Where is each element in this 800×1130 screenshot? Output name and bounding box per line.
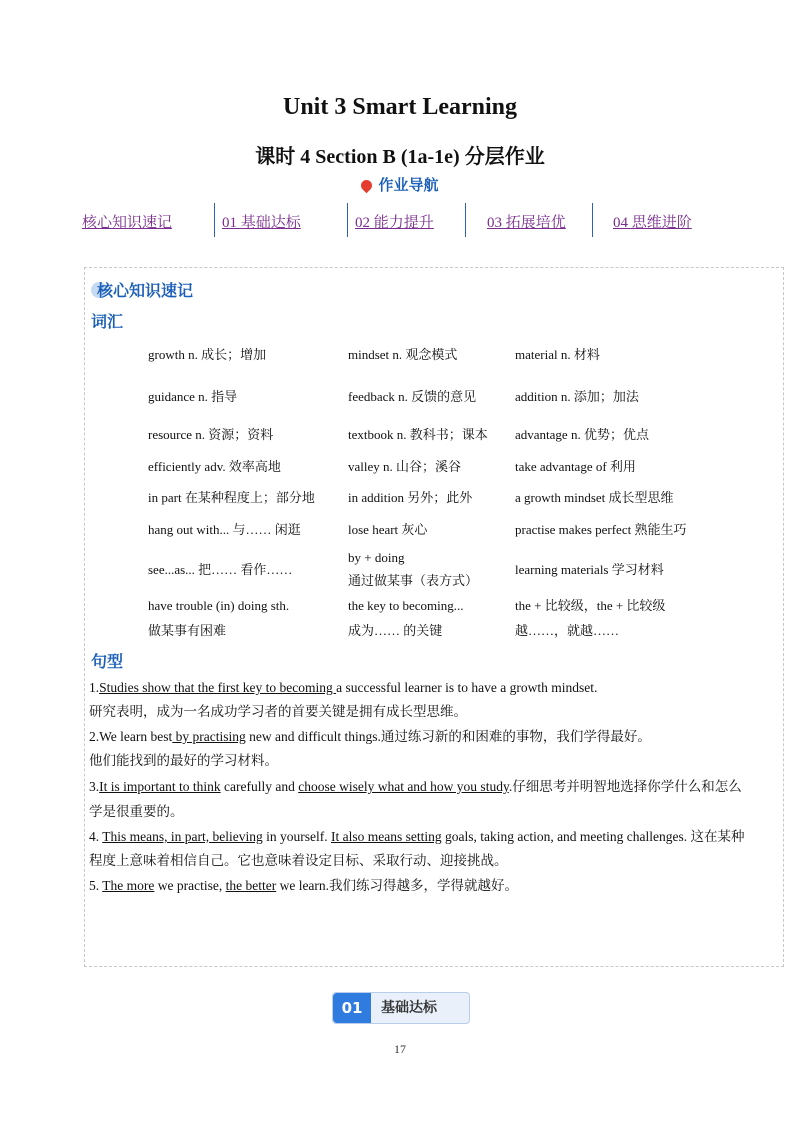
sentence-text: carefully and — [220, 779, 299, 794]
sentence-number: 1. — [89, 680, 100, 695]
core-knowledge-heading — [91, 278, 193, 301]
vocab-heading: 词汇 — [91, 312, 124, 331]
vocab-cell: the key to becoming... — [348, 598, 464, 613]
sentence-number: 3. — [89, 779, 100, 794]
underlined-phrase: choose wisely what and how you study — [298, 779, 509, 794]
vocab-cell-meaning: 成为…… 的关键 — [348, 623, 443, 638]
sentence-text: we practise, — [154, 878, 226, 893]
underlined-phrase: by practising — [172, 729, 246, 744]
page-number: 17 — [394, 1042, 406, 1056]
underlined-phrase: Studies show that the first key to becoming — [99, 680, 337, 695]
vocab-cell: textbook n. 教科书；课本 — [348, 427, 488, 442]
sentence-text: in yourself. — [262, 829, 331, 844]
sentence-2-translation: 他们能找到的最好的学习材料。 — [89, 753, 278, 768]
sentence-4 — [89, 828, 745, 846]
section-badge-basic — [332, 992, 470, 1024]
sentence-2 — [89, 728, 651, 746]
badge-number: 01 — [333, 993, 371, 1023]
vocab-cell: practise makes perfect 熟能生巧 — [515, 522, 687, 537]
vocab-cell: learning materials 学习材料 — [515, 562, 664, 577]
sentence-text: new and difficult things.通过练习新的和困难的事物，我们学得最好。 — [245, 729, 651, 744]
underlined-phrase: This means, in part, believing — [102, 829, 263, 844]
vocab-cell-meaning: 越……，就越…… — [515, 623, 620, 638]
unit-title: Unit 3 Smart Learning — [283, 94, 517, 120]
sentence-text: .仔细思考并明智地选择你学什么和怎么 — [508, 779, 742, 794]
underlined-phrase: It also means setting — [330, 829, 442, 844]
homework-nav-title — [0, 174, 800, 195]
vocab-cell: growth n. 成长；增加 — [148, 347, 267, 362]
nav-divider — [592, 203, 593, 237]
vocab-cell-meaning: 通过做某事（表方式） — [348, 573, 479, 588]
vocab-cell: addition n. 添加；加法 — [515, 389, 639, 404]
vocab-cell: mindset n. 观念模式 — [348, 347, 458, 362]
sentence-heading: 句型 — [91, 652, 124, 671]
sentence-text: a successful learner is to have a growth mindset. — [336, 680, 598, 695]
location-pin-icon — [359, 178, 375, 194]
nav-link-ability[interactable]: 02 能力提升 — [355, 215, 434, 231]
vocab-cell: resource n. 资源；资料 — [148, 427, 274, 442]
nav-link-extension[interactable]: 03 拓展培优 — [487, 215, 566, 231]
vocab-cell: lose heart 灰心 — [348, 522, 428, 537]
nav-link-core-knowledge[interactable]: 核心知识速记 — [82, 215, 173, 231]
vocab-cell-meaning: 做某事有困难 — [148, 623, 227, 638]
vocab-cell: in part 在某种程度上；部分地 — [148, 490, 315, 505]
vocab-cell: take advantage of 利用 — [515, 459, 636, 474]
underlined-phrase: the better — [225, 878, 277, 893]
nav-divider — [214, 203, 215, 237]
vocab-cell: valley n. 山谷；溪谷 — [348, 459, 462, 474]
sentence-text: goals, taking action, and meeting challenges. 这在某种 — [441, 829, 745, 844]
nav-link-basic[interactable]: 01 基础达标 — [222, 215, 301, 231]
sentence-3-continued: 学是很重要的。 — [89, 804, 184, 819]
sentence-1 — [89, 679, 597, 697]
vocab-cell: hang out with... 与…… 闲逛 — [148, 522, 301, 537]
sentence-text: 2.We learn best — [89, 729, 173, 744]
nav-title-text: 作业导航 — [378, 176, 439, 194]
sentence-number: 5. — [89, 878, 103, 893]
core-knowledge-heading-text: 核心知识速记 — [97, 281, 194, 300]
nav-link-thinking[interactable]: 04 思维进阶 — [613, 215, 692, 231]
vocab-cell: efficiently adv. 效率高地 — [148, 459, 281, 474]
vocab-cell: advantage n. 优势；优点 — [515, 427, 649, 442]
vocab-cell: by + doing — [348, 550, 405, 565]
nav-divider — [465, 203, 466, 237]
homework-nav — [82, 203, 722, 237]
sentence-text: we learn.我们练习得越多，学得就越好。 — [276, 878, 519, 893]
vocab-cell: guidance n. 指导 — [148, 389, 238, 404]
vocab-cell: a growth mindset 成长型思维 — [515, 490, 674, 505]
nav-divider — [347, 203, 348, 237]
vocab-cell: feedback n. 反馈的意见 — [348, 389, 477, 404]
vocab-cell: have trouble (in) doing sth. — [148, 598, 290, 613]
vocab-cell: the + 比较级，the + 比较级 — [515, 598, 666, 613]
sentence-5 — [89, 877, 518, 895]
underlined-phrase: The more — [102, 878, 155, 893]
sentence-number: 4. — [89, 829, 103, 844]
badge-label: 基础达标 — [381, 1000, 437, 1016]
vocab-cell: see...as... 把…… 看作…… — [148, 562, 293, 577]
vocab-cell: material n. 材料 — [515, 347, 600, 362]
underlined-phrase: It is important to think — [99, 779, 221, 794]
sentence-1-translation: 研究表明，成为一名成功学习者的首要关键是拥有成长型思维。 — [89, 704, 467, 719]
sentence-4-continued: 程度上意味着相信自己。它也意味着设定目标、采取行动、迎接挑战。 — [89, 853, 508, 868]
sentence-3 — [89, 778, 742, 796]
lesson-subtitle: 课时 4 Section B (1a-1e) 分层作业 — [255, 146, 545, 168]
vocab-cell: in addition 另外；此外 — [348, 490, 473, 505]
